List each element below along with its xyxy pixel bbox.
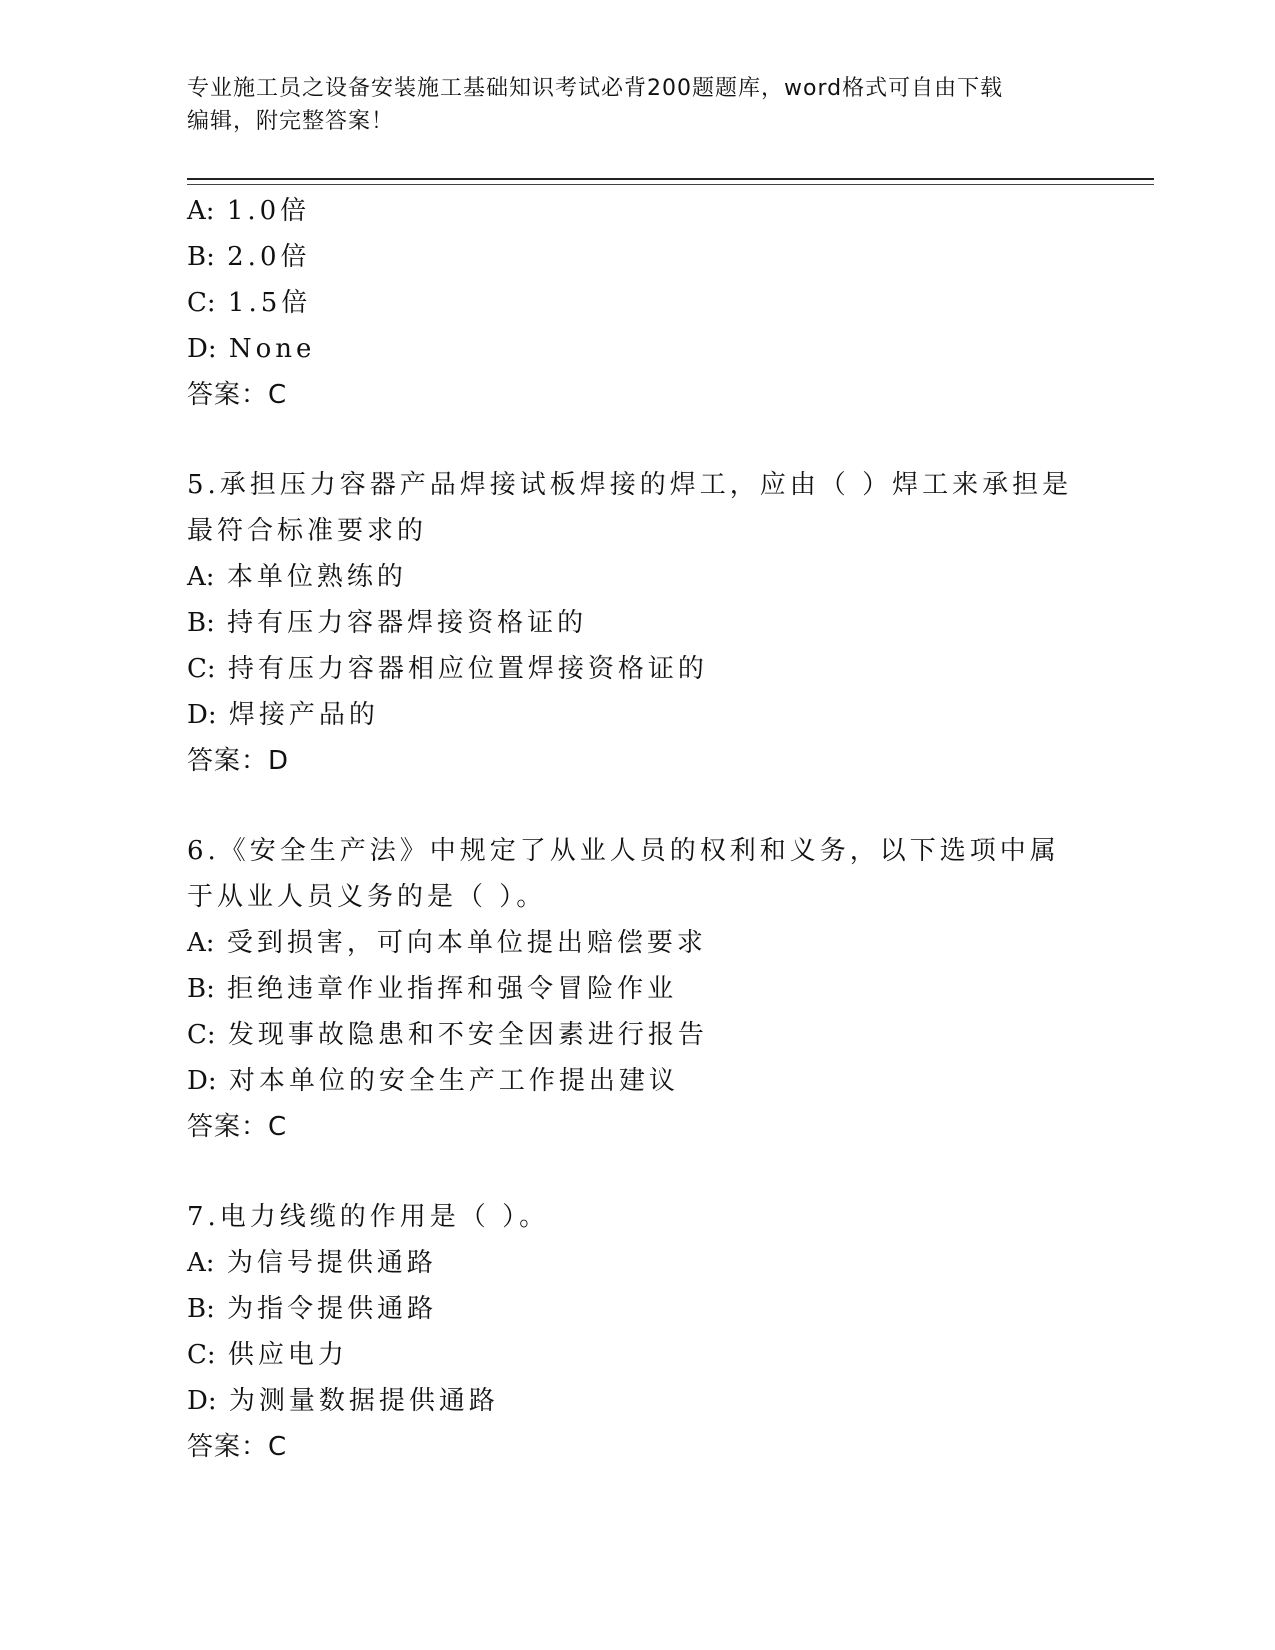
option-label: C: (187, 288, 216, 318)
option-d (187, 326, 1087, 372)
option-label: C: (187, 654, 216, 684)
option-d (187, 692, 1087, 738)
option-d (187, 1378, 1087, 1424)
option-label: B: (187, 608, 215, 638)
header-title-line-2: 编辑，附完整答案！ (187, 109, 395, 134)
option-label: D: (187, 334, 217, 364)
answer-line: 答案：C (187, 1112, 288, 1142)
option-text: 持有压力容器相应位置焊接资格证的 (227, 654, 708, 684)
option-text: 1.0倍 (226, 196, 311, 226)
question-text: 5.承担压力容器产品焊接试板焊接的焊工，应由（ ）焊工来承担是最符合标准要求的 (187, 470, 1073, 546)
header-divider-thin (187, 184, 1154, 185)
option-c (187, 1012, 1087, 1058)
option-c (187, 1332, 1087, 1378)
option-text: 1.5倍 (227, 288, 312, 318)
option-c (187, 646, 1087, 692)
option-text: 为测量数据提供通路 (228, 1386, 499, 1416)
option-d (187, 1058, 1087, 1104)
option-label: D: (187, 1386, 217, 1416)
answer-line: 答案：D (187, 746, 290, 776)
option-text: 为信号提供通路 (226, 1248, 437, 1278)
option-text: 焊接产品的 (228, 700, 379, 730)
question-block-5 (187, 462, 1087, 784)
option-c (187, 280, 1087, 326)
option-text: None (228, 334, 316, 364)
option-text: 为指令提供通路 (227, 1294, 438, 1324)
option-text: 受到损害，可向本单位提出赔偿要求 (226, 928, 707, 958)
option-text: 持有压力容器焊接资格证的 (227, 608, 588, 638)
option-label: C: (187, 1020, 216, 1050)
answer-line: 答案：C (187, 380, 288, 410)
question-text: 7.电力线缆的作用是（ ）。 (187, 1202, 550, 1232)
question-list (187, 188, 1087, 1470)
question-block-7 (187, 1194, 1087, 1470)
option-text: 2.0倍 (227, 242, 311, 272)
option-label: B: (187, 974, 215, 1004)
question-block-4 (187, 188, 1087, 418)
question-block-6 (187, 828, 1087, 1150)
option-label: D: (187, 700, 217, 730)
option-label: C: (187, 1340, 216, 1370)
option-label: A: (187, 928, 215, 958)
option-text: 本单位熟练的 (226, 562, 407, 592)
option-label: B: (187, 1294, 215, 1324)
option-text: 拒绝违章作业指挥和强令冒险作业 (227, 974, 678, 1004)
option-a (187, 554, 1087, 600)
header-divider-thick (187, 178, 1154, 180)
option-a (187, 920, 1087, 966)
option-label: D: (187, 1066, 217, 1096)
option-label: A: (187, 562, 215, 592)
option-label: A: (187, 196, 215, 226)
option-label: B: (187, 242, 215, 272)
option-b (187, 1286, 1087, 1332)
option-b (187, 966, 1087, 1012)
option-text: 对本单位的安全生产工作提出建议 (228, 1066, 679, 1096)
document-header (187, 72, 1087, 138)
header-title-line-1: 专业施工员之设备安装施工基础知识考试必背200题题库，word格式可自由下载 (187, 76, 1004, 101)
option-b (187, 600, 1087, 646)
option-a (187, 188, 1087, 234)
answer-line: 答案：C (187, 1432, 288, 1462)
option-text: 供应电力 (227, 1340, 348, 1370)
option-a (187, 1240, 1087, 1286)
option-b (187, 234, 1087, 280)
question-text: 6.《安全生产法》中规定了从业人员的权利和义务，以下选项中属于从业人员义务的是（ ）。 (187, 836, 1060, 912)
option-text: 发现事故隐患和不安全因素进行报告 (227, 1020, 708, 1050)
option-label: A: (187, 1248, 215, 1278)
